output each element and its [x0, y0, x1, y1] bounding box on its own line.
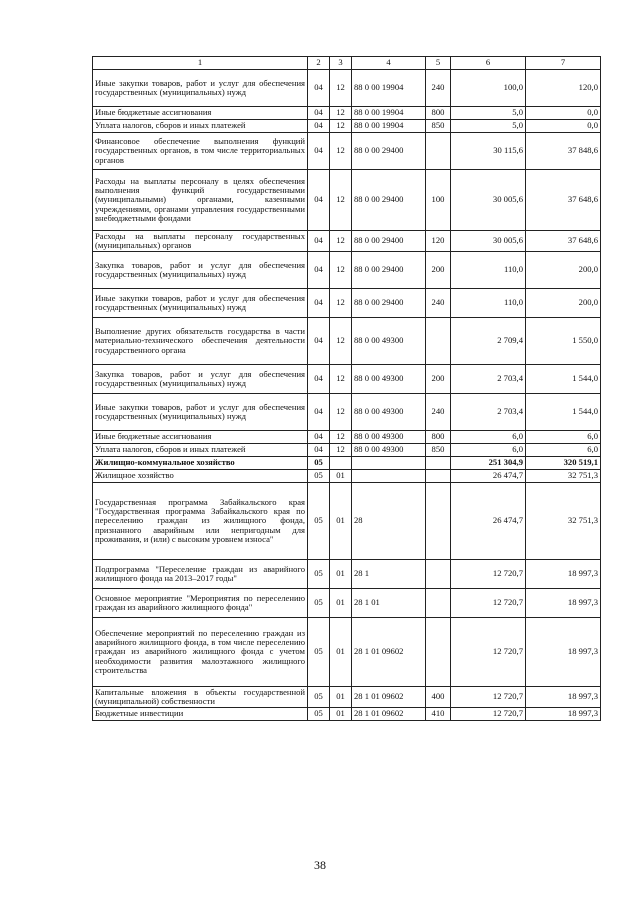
cell-expense-type: 100 — [426, 170, 451, 231]
cell-description: Расходы на выплаты персоналу в целях обеспечения выполнения функций государственными (муниципальными) органами, казенными учреждениями, органами управления государственными внебюджетными фондами — [93, 170, 308, 231]
cell-subsection: 01 — [330, 560, 352, 589]
cell-expense-type: 850 — [426, 444, 451, 457]
cell-target-article: 88 0 00 19904 — [352, 107, 426, 120]
cell-amount-col7: 18 997,3 — [526, 708, 601, 721]
cell-description: Выполнение других обязательств государства в части материально-технического обеспечения деятельности государственного органа — [93, 318, 308, 365]
cell-amount-col7: 32 751,3 — [526, 470, 601, 483]
cell-amount-col6: 2 703,4 — [451, 365, 526, 394]
cell-amount-col6: 30 115,6 — [451, 133, 526, 170]
cell-expense-type — [426, 589, 451, 618]
cell-amount-col7: 6,0 — [526, 444, 601, 457]
cell-amount-col7: 18 997,3 — [526, 560, 601, 589]
table-row — [93, 560, 601, 589]
column-header: 1 — [93, 57, 308, 70]
cell-target-article: 28 1 — [352, 560, 426, 589]
cell-description: Бюджетные инвестиции — [93, 708, 308, 721]
cell-amount-col7: 1 550,0 — [526, 318, 601, 365]
table-row — [93, 470, 601, 483]
cell-target-article — [352, 457, 426, 470]
cell-description: Жилищно-коммунальное хозяйство — [93, 457, 308, 470]
cell-subsection: 12 — [330, 444, 352, 457]
column-header: 4 — [352, 57, 426, 70]
cell-expense-type: 120 — [426, 231, 451, 252]
cell-expense-type — [426, 457, 451, 470]
cell-section: 04 — [308, 133, 330, 170]
table-row — [93, 70, 601, 107]
table-row — [93, 394, 601, 431]
cell-section: 04 — [308, 431, 330, 444]
cell-section: 04 — [308, 252, 330, 289]
cell-amount-col6: 251 304,9 — [451, 457, 526, 470]
table-row — [93, 618, 601, 687]
table-row — [93, 120, 601, 133]
cell-description: Уплата налогов, сборов и иных платежей — [93, 444, 308, 457]
cell-expense-type: 240 — [426, 70, 451, 107]
cell-subsection: 12 — [330, 133, 352, 170]
cell-amount-col6: 12 720,7 — [451, 708, 526, 721]
column-header: 2 — [308, 57, 330, 70]
cell-subsection: 12 — [330, 107, 352, 120]
cell-subsection: 12 — [330, 318, 352, 365]
cell-target-article: 88 0 00 19904 — [352, 120, 426, 133]
cell-target-article: 28 1 01 09602 — [352, 708, 426, 721]
cell-amount-col7: 18 997,3 — [526, 589, 601, 618]
cell-description: Закупка товаров, работ и услуг для обеспечения государственных (муниципальных) нужд — [93, 252, 308, 289]
cell-target-article: 88 0 00 49300 — [352, 444, 426, 457]
cell-amount-col6: 26 474,7 — [451, 483, 526, 560]
table-body — [93, 70, 601, 721]
table-header-row — [93, 57, 601, 70]
cell-subsection: 01 — [330, 470, 352, 483]
cell-description: Закупка товаров, работ и услуг для обеспечения государственных (муниципальных) нужд — [93, 365, 308, 394]
cell-description: Финансовое обеспечение выполнения функций государственных органов, в том числе территориальных органов — [93, 133, 308, 170]
cell-target-article: 28 — [352, 483, 426, 560]
cell-amount-col6: 6,0 — [451, 444, 526, 457]
cell-amount-col7: 37 648,6 — [526, 170, 601, 231]
cell-expense-type — [426, 560, 451, 589]
cell-section: 05 — [308, 457, 330, 470]
cell-amount-col6: 30 005,6 — [451, 170, 526, 231]
cell-section: 04 — [308, 444, 330, 457]
cell-amount-col6: 2 709,4 — [451, 318, 526, 365]
cell-target-article — [352, 470, 426, 483]
table-row — [93, 589, 601, 618]
cell-amount-col7: 1 544,0 — [526, 394, 601, 431]
cell-section: 04 — [308, 170, 330, 231]
cell-section: 04 — [308, 394, 330, 431]
cell-section: 05 — [308, 483, 330, 560]
cell-expense-type — [426, 618, 451, 687]
cell-subsection: 12 — [330, 365, 352, 394]
cell-description: Обеспечение мероприятий по переселению граждан из аварийного жилищного фонда, в том числе переселению граждан из аварийного жилищного фонда с учетом необходимости развития малоэтажного жилищного строительства — [93, 618, 308, 687]
cell-amount-col7: 0,0 — [526, 120, 601, 133]
cell-amount-col7: 200,0 — [526, 289, 601, 318]
cell-description: Иные бюджетные ассигнования — [93, 431, 308, 444]
page-number: 38 — [314, 858, 326, 872]
cell-description: Основное мероприятие "Мероприятия по переселению граждан из аварийного жилищного фонда" — [93, 589, 308, 618]
table-row — [93, 107, 601, 120]
table-row — [93, 289, 601, 318]
cell-subsection: 12 — [330, 252, 352, 289]
cell-amount-col7: 37 848,6 — [526, 133, 601, 170]
cell-subsection: 01 — [330, 687, 352, 708]
cell-expense-type: 410 — [426, 708, 451, 721]
cell-amount-col6: 100,0 — [451, 70, 526, 107]
cell-target-article: 88 0 00 29400 — [352, 252, 426, 289]
cell-amount-col6: 12 720,7 — [451, 560, 526, 589]
cell-subsection: 12 — [330, 289, 352, 318]
cell-description: Иные закупки товаров, работ и услуг для обеспечения государственных (муниципальных) нужд — [93, 394, 308, 431]
cell-subsection: 01 — [330, 618, 352, 687]
cell-expense-type: 400 — [426, 687, 451, 708]
cell-subsection: 01 — [330, 483, 352, 560]
table-row — [93, 708, 601, 721]
cell-amount-col6: 12 720,7 — [451, 618, 526, 687]
cell-target-article: 88 0 00 29400 — [352, 133, 426, 170]
table-row — [93, 444, 601, 457]
cell-amount-col7: 37 648,6 — [526, 231, 601, 252]
cell-expense-type — [426, 133, 451, 170]
cell-amount-col7: 6,0 — [526, 431, 601, 444]
cell-description: Расходы на выплаты персоналу государственных (муниципальных) органов — [93, 231, 308, 252]
cell-section: 04 — [308, 289, 330, 318]
cell-amount-col6: 6,0 — [451, 431, 526, 444]
cell-section: 04 — [308, 231, 330, 252]
cell-section: 04 — [308, 107, 330, 120]
cell-amount-col6: 12 720,7 — [451, 687, 526, 708]
cell-subsection: 12 — [330, 231, 352, 252]
cell-section: 05 — [308, 618, 330, 687]
cell-section: 05 — [308, 708, 330, 721]
cell-amount-col7: 320 519,1 — [526, 457, 601, 470]
cell-expense-type — [426, 483, 451, 560]
cell-section: 05 — [308, 589, 330, 618]
cell-target-article: 88 0 00 29400 — [352, 170, 426, 231]
cell-expense-type: 200 — [426, 252, 451, 289]
cell-description: Жилищное хозяйство — [93, 470, 308, 483]
cell-section: 04 — [308, 120, 330, 133]
table-row — [93, 133, 601, 170]
cell-expense-type — [426, 318, 451, 365]
cell-target-article: 28 1 01 09602 — [352, 687, 426, 708]
cell-description: Иные закупки товаров, работ и услуг для обеспечения государственных (муниципальных) нужд — [93, 70, 308, 107]
cell-amount-col6: 110,0 — [451, 252, 526, 289]
cell-subsection: 01 — [330, 708, 352, 721]
cell-subsection: 12 — [330, 431, 352, 444]
cell-expense-type — [426, 470, 451, 483]
cell-expense-type: 800 — [426, 431, 451, 444]
cell-description: Капитальные вложения в объекты государственной (муниципальной) собственности — [93, 687, 308, 708]
cell-amount-col6: 2 703,4 — [451, 394, 526, 431]
table-row — [93, 365, 601, 394]
cell-target-article: 88 0 00 49300 — [352, 365, 426, 394]
cell-subsection: 12 — [330, 70, 352, 107]
cell-target-article: 28 1 01 — [352, 589, 426, 618]
cell-target-article: 88 0 00 19904 — [352, 70, 426, 107]
cell-subsection: 12 — [330, 120, 352, 133]
cell-expense-type: 240 — [426, 394, 451, 431]
cell-target-article: 28 1 01 09602 — [352, 618, 426, 687]
cell-section: 05 — [308, 470, 330, 483]
column-header: 6 — [451, 57, 526, 70]
cell-amount-col7: 0,0 — [526, 107, 601, 120]
cell-target-article: 88 0 00 49300 — [352, 431, 426, 444]
cell-amount-col7: 200,0 — [526, 252, 601, 289]
cell-expense-type: 850 — [426, 120, 451, 133]
cell-amount-col7: 18 997,3 — [526, 687, 601, 708]
cell-section: 04 — [308, 70, 330, 107]
cell-subsection — [330, 457, 352, 470]
cell-amount-col7: 18 997,3 — [526, 618, 601, 687]
cell-expense-type: 200 — [426, 365, 451, 394]
table-row — [93, 170, 601, 231]
table-row — [93, 231, 601, 252]
cell-description: Уплата налогов, сборов и иных платежей — [93, 120, 308, 133]
table-row — [93, 483, 601, 560]
cell-description: Подпрограмма "Переселение граждан из аварийного жилищного фонда на 2013–2017 годы" — [93, 560, 308, 589]
cell-description: Государственная программа Забайкальского края "Государственная программа Забайкальского края по переселению граждан из жилищного фонда, признанного аварийным или непригодным для проживания, и (или) с высоким уровнем износа" — [93, 483, 308, 560]
table-row — [93, 252, 601, 289]
table-row — [93, 431, 601, 444]
table-row — [93, 687, 601, 708]
cell-target-article: 88 0 00 29400 — [352, 289, 426, 318]
cell-description: Иные бюджетные ассигнования — [93, 107, 308, 120]
cell-amount-col7: 1 544,0 — [526, 365, 601, 394]
column-header: 5 — [426, 57, 451, 70]
cell-target-article: 88 0 00 29400 — [352, 231, 426, 252]
cell-expense-type: 800 — [426, 107, 451, 120]
cell-amount-col6: 5,0 — [451, 107, 526, 120]
table-row — [93, 318, 601, 365]
cell-target-article: 88 0 00 49300 — [352, 318, 426, 365]
cell-section: 04 — [308, 365, 330, 394]
cell-section: 05 — [308, 560, 330, 589]
cell-amount-col7: 120,0 — [526, 70, 601, 107]
column-header: 3 — [330, 57, 352, 70]
cell-subsection: 12 — [330, 394, 352, 431]
cell-amount-col6: 12 720,7 — [451, 589, 526, 618]
cell-section: 05 — [308, 687, 330, 708]
cell-amount-col6: 5,0 — [451, 120, 526, 133]
cell-section: 04 — [308, 318, 330, 365]
cell-amount-col7: 32 751,3 — [526, 483, 601, 560]
cell-description: Иные закупки товаров, работ и услуг для обеспечения государственных (муниципальных) нужд — [93, 289, 308, 318]
cell-subsection: 12 — [330, 170, 352, 231]
cell-expense-type: 240 — [426, 289, 451, 318]
budget-table — [92, 56, 601, 721]
column-header: 7 — [526, 57, 601, 70]
cell-amount-col6: 26 474,7 — [451, 470, 526, 483]
cell-amount-col6: 30 005,6 — [451, 231, 526, 252]
table-row — [93, 457, 601, 470]
cell-target-article: 88 0 00 49300 — [352, 394, 426, 431]
cell-amount-col6: 110,0 — [451, 289, 526, 318]
cell-subsection: 01 — [330, 589, 352, 618]
